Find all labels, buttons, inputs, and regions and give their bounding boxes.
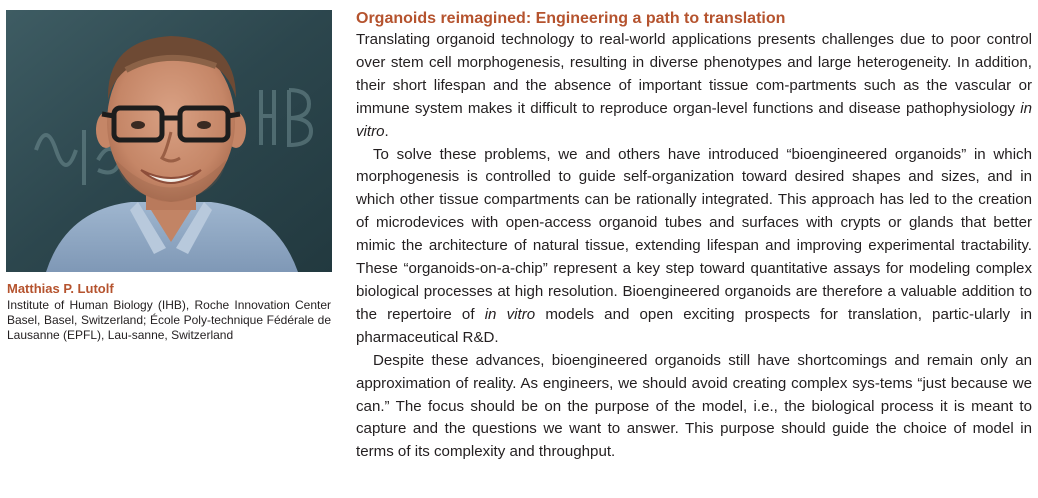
italic-term: in vitro <box>484 305 536 323</box>
author-name: Matthias P. Lutolf <box>7 281 114 296</box>
paragraph-text: models and open exciting prospects for translation, partic-ularly in pharmaceutical R&D. <box>356 305 1032 346</box>
paragraph-2 <box>356 144 1032 350</box>
author-affiliation: Institute of Human Biology (IHB), Roche Innovation Center Basel, Basel, Switzerland; École Poly-technique Fédérale de Lausanne (EPFL), Lau-sanne, Switzerland <box>7 298 331 343</box>
paragraph-text: Despite these advances, bioengineered organoids still have shortcomings and remain only an approximation of reality. As engineers, we should avoid creating complex sys-tems “just because we can.” The focus should be on the purpose of the model, i.e., the biological process it is meant to capture and the questions we want to answer. This purpose should guide the choice of model in terms of its complexity and throughput. <box>356 351 1032 461</box>
paragraph-3 <box>356 350 1032 465</box>
article-body <box>356 8 1032 464</box>
italic-term: in vitro <box>356 99 1032 140</box>
portrait-illustration <box>6 10 332 272</box>
article-title: Organoids reimagined: Engineering a path to translation <box>356 10 786 27</box>
paragraph-text: . <box>384 122 389 140</box>
paragraph-1 <box>356 29 1032 144</box>
paragraph-text: To solve these problems, we and others have introduced “bioengineered organoids” in which morphogenesis is controlled to guide self-organization toward desired shapes and sizes, and in which other tissue compartments can be rationally integrated. This approach has led to the creation of microdevices with open-access organoid tubes and surfaces with crypts or glands that better mimic the architecture of natural tissue, extending lifespan and improving experimental tractability. These “organoids-on-a-chip” represent a key step toward quantitative assays for modeling complex biological processes at high resolution. Bioengineered organoids are therefore a valuable addition to the repertoire of <box>356 145 1032 323</box>
author-portrait-photo <box>6 10 332 272</box>
paragraph-text: Translating organoid technology to real-world applications presents challenges due to poor control over stem cell morphogenesis, resulting in diverse phenotypes and large heterogeneity. In addition, their short lifespan and the absence of important tissue com-partments such as the vascular or immune system makes it difficult to reproduce organ-level functions and disease pathophysiology <box>356 31 1032 117</box>
